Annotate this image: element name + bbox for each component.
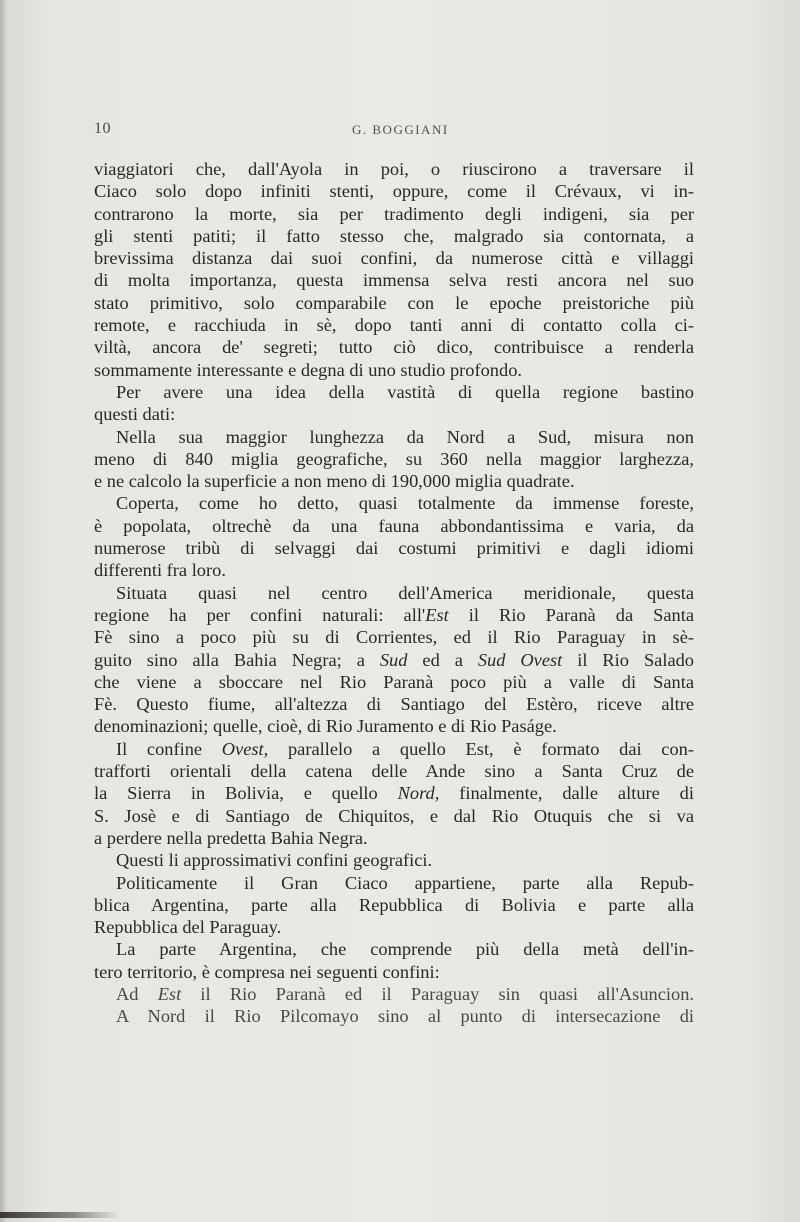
text-run: finalmente, dalle alture di bbox=[439, 783, 694, 804]
text-line: è popolata, oltrechè da una fauna abbondantissima e varia, da bbox=[94, 515, 694, 536]
text-line: Fè sino a poco più su di Corrientes, ed il Rio Paraguay in sè- bbox=[94, 627, 694, 648]
text-line: Politicamente il Gran Ciaco appartiene, parte alla Repub- bbox=[116, 872, 694, 893]
text-line bbox=[94, 738, 694, 760]
text-line: viltà, ancora de' segreti; tutto ciò dico, contribuisce a renderla bbox=[94, 337, 694, 358]
text-line bbox=[94, 649, 694, 671]
text-line bbox=[94, 983, 694, 1005]
text-run: il Rio Paranà ed il Paraguay sin quasi all'Asuncion. bbox=[181, 983, 694, 1004]
running-head bbox=[94, 120, 694, 144]
running-head-author: G. BOGGIANI bbox=[352, 122, 449, 137]
text-line: Per avere una idea della vastità di quella regione bastino bbox=[116, 381, 694, 402]
text-line: stato primitivo, solo comparabile con le epoche preistoriche più bbox=[94, 292, 694, 313]
body-text bbox=[94, 158, 694, 1028]
text-line: Questi li approssimativi confini geografici. bbox=[116, 850, 433, 871]
text-run: regione ha per confini naturali: all' bbox=[94, 604, 426, 625]
text-run: ed a bbox=[407, 649, 478, 670]
italic-sud-ovest: Sud Ovest bbox=[477, 649, 563, 670]
text-run: Ad bbox=[116, 983, 139, 1004]
text-line: Coperta, come ho detto, quasi totalmente da immense foreste, bbox=[116, 493, 694, 514]
text-line: Ciaco solo dopo infiniti stenti, oppure, come il Crévaux, vi in- bbox=[94, 181, 694, 202]
text-line: remote, e racchiuda in sè, dopo tanti anni di contatto colla ci- bbox=[94, 315, 694, 336]
text-line: di molta importanza, questa immensa selva resti ancora nel suo bbox=[94, 270, 694, 291]
text-line: S. Josè e di Santiago de Chiquitos, e dal Rio Otuquis che si va bbox=[94, 805, 694, 826]
text-run: parallelo a quello Est, è formato dai con- bbox=[268, 738, 694, 759]
text-line: A Nord il Rio Pilcomayo sino al punto di intersecazione di bbox=[116, 1006, 694, 1027]
italic-ovest: Ovest, bbox=[221, 738, 269, 759]
text-run: guito sino alla Bahia Negra; a bbox=[94, 649, 365, 670]
page-number: 10 bbox=[94, 120, 111, 137]
text-line: Repubblica del Paraguay. bbox=[94, 917, 282, 938]
text-line: blica Argentina, parte alla Repubblica di Bolivia e parte alla bbox=[94, 894, 694, 915]
text-line: viaggiatori che, dall'Ayola in poi, o riuscirono a traversare il bbox=[94, 159, 694, 179]
italic-nord: Nord, bbox=[397, 783, 440, 804]
text-line: tero territorio, è compresa nei seguenti confini: bbox=[94, 961, 440, 982]
text-line: che viene a sboccare nel Rio Paranà poco più a valle di Santa bbox=[94, 671, 694, 692]
italic-sud: Sud bbox=[379, 649, 408, 670]
text-line: numerose tribù di selvaggi dai costumi primitivi e dagli idiomi bbox=[94, 538, 694, 559]
text-line: Fè. Questo fiume, all'altezza di Santiago del Estèro, riceve altre bbox=[94, 694, 694, 715]
text-run: la Sierra in Bolivia, e quello bbox=[94, 783, 378, 804]
text-line: meno di 840 miglia geografiche, su 360 nella maggior larghezza, bbox=[94, 448, 694, 469]
text-line: La parte Argentina, che comprende più della metà dell'in- bbox=[116, 939, 694, 960]
text-line: questi dati: bbox=[94, 404, 176, 425]
page-gutter-shadow bbox=[0, 0, 6, 1222]
text-line: a perdere nella predetta Bahia Negra. bbox=[94, 827, 368, 848]
text-line bbox=[94, 604, 694, 626]
text-line: Nella sua maggior lunghezza da Nord a Sud, misura non bbox=[116, 426, 694, 447]
italic-est: Est bbox=[425, 604, 449, 625]
text-run: Il confine bbox=[116, 738, 203, 759]
text-line: sommamente interessante e degna di uno studio profondo. bbox=[94, 359, 522, 380]
text-line: brevissima distanza dai suoi confini, da numerose città e villaggi bbox=[94, 248, 694, 269]
text-line: trafforti orientali della catena delle Ande sino a Santa Cruz de bbox=[94, 761, 694, 782]
text-line: Situata quasi nel centro dell'America meridionale, questa bbox=[116, 582, 694, 603]
text-line: denominazioni; quelle, cioè, di Rio Juramento e di Rio Paságe. bbox=[94, 716, 557, 737]
text-run: il Rio Paranà da Santa bbox=[448, 604, 694, 625]
italic-est: Est bbox=[157, 983, 182, 1004]
text-line: contrarono la morte, sia per tradimento degli indigeni, sia per bbox=[94, 203, 694, 224]
text-line: differenti fra loro. bbox=[94, 560, 226, 581]
text-line bbox=[94, 782, 694, 804]
page-bottom-edge bbox=[0, 1212, 120, 1218]
text-line: e ne calcolo la superficie a non meno di 190,000 miglia quadrate. bbox=[94, 471, 575, 492]
text-line: gli stenti patiti; il fatto stesso che, malgrado sia contornata, a bbox=[94, 225, 694, 246]
text-run: il Rio Salado bbox=[562, 649, 694, 670]
